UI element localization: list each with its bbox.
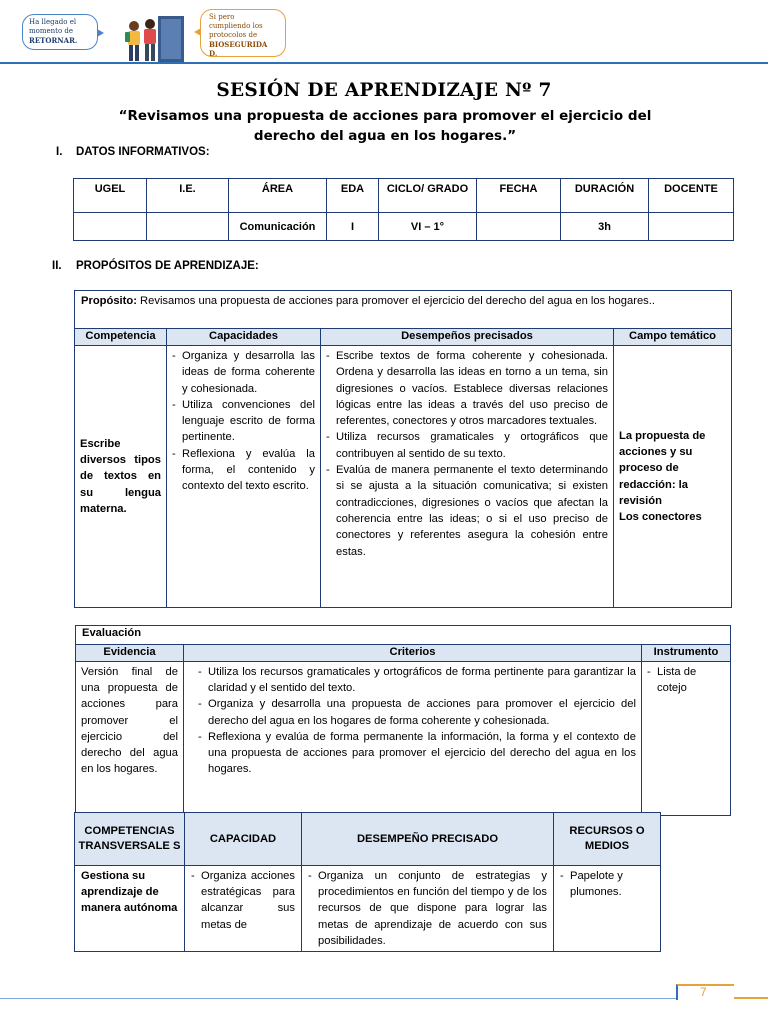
section-datos-informativos <box>56 146 210 158</box>
table-cell: 3h <box>561 213 649 241</box>
header-cell: FECHA <box>477 179 561 213</box>
list-item: - Organiza un conjunto de estrategias y procedimientos en función del tiempo y de los recursos de que dispone para lograr las metas de aprendizaje de acuerdo con sus posibilidades. <box>308 868 547 949</box>
header-cell: DOCENTE <box>649 179 734 213</box>
proposito-label: Propósito: <box>81 295 137 307</box>
header-cell: Capacidades <box>167 329 321 346</box>
session-subtitle: “Revisamos una propuesta de acciones para promover el ejercicio del derecho del agua en los hogares.” <box>118 108 652 144</box>
campo-line: La propuesta de acciones y su proceso de redacción: la revisión <box>619 429 706 507</box>
header-cell: CAPACIDAD <box>185 813 302 866</box>
footer-divider <box>0 998 676 999</box>
header-cell: Evidencia <box>76 645 184 662</box>
table-cell <box>147 213 229 241</box>
capacidades-cell <box>167 346 321 608</box>
bubble-right-line-3: protocolos de <box>209 31 258 39</box>
header-cell: CICLO/ GRADO <box>379 179 477 213</box>
header-cell: I.E. <box>147 179 229 213</box>
list-item: - Utiliza los recursos gramaticales y ortográficos de forma pertinente para garantizar la claridad y el sentido del texto. <box>198 664 636 696</box>
header-cell: COMPETENCIAS TRANSVERSALE S <box>75 813 185 866</box>
proposito-cell <box>75 291 732 329</box>
list-item: - Papelote y plumones. <box>560 868 654 900</box>
header-cell: Desempeños precisados <box>321 329 614 346</box>
list-item: - Organiza y desarrolla una propuesta de acciones para promover el ejercicio del derecho del agua en los hogares de forma coherente y cohesionada. <box>198 696 636 728</box>
recursos-cell <box>554 866 661 952</box>
section-number: II. <box>52 260 62 272</box>
desempenos-cell <box>321 346 614 608</box>
header-cell: EDA <box>327 179 379 213</box>
list-item: - Escribe textos de forma coherente y cohesionada. Ordena y desarrolla las ideas en torno a un tema, sin digresiones o vacíos. Establece diversas relaciones lógicas entre las ideas a través del uso preciso de referentes, conectores y otros marcadores textuales. <box>326 348 608 429</box>
campo-line: Los conectores <box>619 511 702 524</box>
section-label: PROPÓSITOS DE APRENDIZAJE: <box>76 260 259 272</box>
section-label: DATOS INFORMATIVOS: <box>76 146 210 158</box>
table-cell <box>74 213 147 241</box>
evaluacion-table <box>75 625 731 816</box>
list-item: - Organiza acciones estratégicas para alcanzar sus metas de <box>191 868 295 933</box>
list-item: - Reflexiona y evalúa la forma, el contenido y contexto del texto escrito. <box>172 446 315 495</box>
list-item: - Organiza y desarrolla las ideas de forma coherente y cohesionada. <box>172 348 315 397</box>
page-number: 7 <box>700 985 707 999</box>
header-cell: DESEMPEÑO PRECISADO <box>302 813 554 866</box>
proposito-row <box>75 291 732 329</box>
list-item: - Utiliza convenciones del lenguaje escrito de forma pertinente. <box>172 397 315 446</box>
table-row <box>75 866 661 952</box>
header-cell: Campo temático <box>614 329 732 346</box>
competencia-cell: Escribe diversos tipos de textos en su lengua materna. <box>75 346 167 608</box>
instrumento-cell <box>642 662 731 816</box>
header-cell: UGEL <box>74 179 147 213</box>
bubble-right-line-2: cumpliendo los <box>209 22 263 30</box>
propositos-table <box>74 290 732 608</box>
footer-accent <box>734 997 768 999</box>
evaluacion-label-row <box>76 626 731 645</box>
bubble-right-line-1: Si pero <box>209 13 235 21</box>
list-item: - Evalúa de manera permanente el texto determinando si se ajusta a la situación comunicativa; si existen contradicciones, digresiones o vacíos que afectan la coherencia entre las ideas; o si el uso preciso de conectores y referentes asegura la cohesión entre estas. <box>326 462 608 560</box>
table-cell: Comunicación <box>229 213 327 241</box>
evaluacion-label: Evaluación <box>76 626 731 645</box>
table-row <box>74 213 734 241</box>
criterios-cell <box>184 662 642 816</box>
list-item: - Utiliza recursos gramaticales y ortográficos que contribuyen al sentido de su texto. <box>326 429 608 462</box>
header-cell: Competencia <box>75 329 167 346</box>
header-cell: Criterios <box>184 645 642 662</box>
speech-bubble-left <box>22 14 98 50</box>
table-cell <box>649 213 734 241</box>
capacidad-cell <box>185 866 302 952</box>
table-header-row <box>74 179 734 213</box>
page-title: SESIÓN DE APRENDIZAJE Nº 7 <box>216 80 552 101</box>
table-cell: I <box>327 213 379 241</box>
table-row <box>76 662 731 816</box>
table-header-row <box>75 813 661 866</box>
table-cell <box>477 213 561 241</box>
table-header-row <box>75 329 732 346</box>
bubble-right-line-5: D. <box>209 49 218 58</box>
header-cell: RECURSOS O MEDIOS <box>554 813 661 866</box>
competencias-transversales-table <box>74 812 661 952</box>
header-cell: Instrumento <box>642 645 731 662</box>
bubble-left-line-2: momento de <box>29 27 74 35</box>
table-cell: VI – 1° <box>379 213 477 241</box>
campo-tematico-cell <box>614 346 732 608</box>
header-cell: ÁREA <box>229 179 327 213</box>
bubble-left-line-1: Ha llegado el <box>29 18 77 26</box>
header-cell: DURACIÓN <box>561 179 649 213</box>
proposito-text: Revisamos una propuesta de acciones para promover el ejercicio del derecho del agua en los hogares.. <box>136 295 655 307</box>
section-propositos <box>52 260 259 272</box>
competencia-transversal-cell: Gestiona su aprendizaje de manera autónoma <box>75 866 185 952</box>
evidencia-cell: Versión final de una propuesta de acciones para promover el ejercicio del derecho del agua en los hogares. <box>76 662 184 816</box>
students-illustration <box>112 14 192 66</box>
section-number: I. <box>56 146 63 158</box>
bubble-left-line-3: RETORNAR. <box>29 36 78 45</box>
header-divider <box>0 62 768 64</box>
table-row <box>75 346 732 608</box>
list-item: - Reflexiona y evalúa de forma permanente la información, la forma y el contexto de una propuesta de acciones para promover el ejercicio del derecho del agua en los hogares. <box>198 729 636 778</box>
table-header-row <box>76 645 731 662</box>
speech-bubble-right <box>200 9 286 57</box>
bubble-right-line-4: BIOSEGURIDA <box>209 40 268 49</box>
datos-informativos-table <box>73 178 734 241</box>
desempeno-cell <box>302 866 554 952</box>
list-item: - Lista de cotejo <box>647 664 725 696</box>
